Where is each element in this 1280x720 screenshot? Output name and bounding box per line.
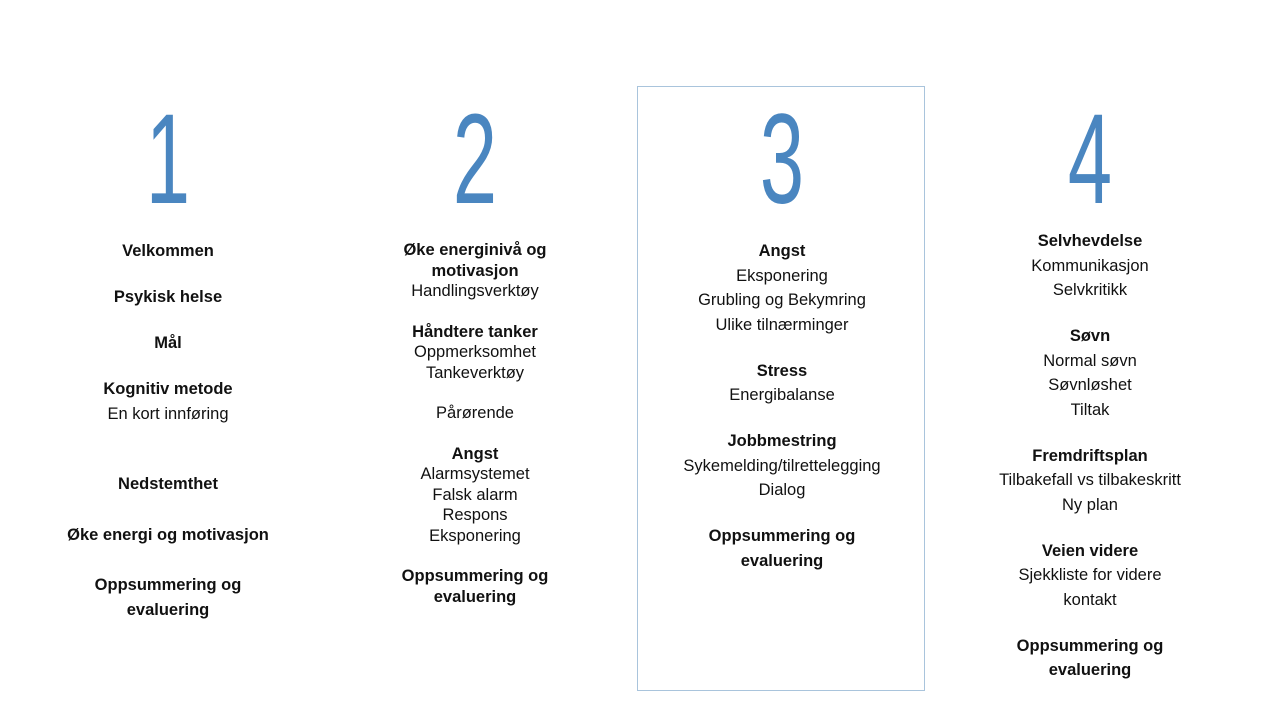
module-2-topics <box>325 240 625 607</box>
topic-group <box>18 377 318 426</box>
topic-group <box>325 240 625 302</box>
topic-group <box>940 634 1240 683</box>
subtopic-item: En kort innføring <box>107 404 229 423</box>
topic-group <box>325 403 625 424</box>
subtopic-item: Sykemelding/tilrettelegging <box>683 456 881 475</box>
topic-group <box>632 429 932 503</box>
topic-title: Oppsummering og <box>708 527 856 545</box>
subtopic-item: Kommunikasjon <box>1031 256 1149 275</box>
topic-title: evaluering <box>740 551 824 570</box>
topic-title: Psykisk helse <box>113 288 223 306</box>
topic-group <box>325 444 625 547</box>
module-4-topics <box>940 229 1240 683</box>
topic-title: Stress <box>756 361 808 380</box>
topic-title: Fremdriftsplan <box>1032 446 1148 465</box>
topic-title: Selvhevdelse <box>1037 232 1143 250</box>
module-number-4: 4 <box>1067 88 1113 231</box>
subtopic-item: Oppmerksomhet <box>414 343 536 361</box>
subtopic-item: kontakt <box>1063 590 1117 609</box>
topic-title: Nedstemthet <box>118 475 218 493</box>
topic-title: Jobbmestring <box>727 432 837 450</box>
subtopic-item: Falsk alarm <box>432 485 518 504</box>
topic-title: Mål <box>154 334 182 352</box>
subtopic-item: Sjekkliste for videre <box>1018 566 1162 584</box>
module-1-topics <box>18 239 318 622</box>
subtopic-item: Dialog <box>758 481 806 499</box>
subtopic-item: Tiltak <box>1070 400 1110 419</box>
topic-title: Kognitiv metode <box>103 380 233 398</box>
topic-title: Oppsummering og <box>1016 636 1164 655</box>
topic-group <box>18 523 318 548</box>
module-number-1: 1 <box>145 88 191 231</box>
topic-group <box>940 229 1240 303</box>
subtopic-item: Ny plan <box>1062 495 1118 514</box>
topic-group <box>18 285 318 310</box>
subtopic-item: Energibalanse <box>729 386 835 404</box>
module-3-topics <box>632 239 932 573</box>
topic-group <box>632 239 932 337</box>
topic-group <box>940 444 1240 518</box>
topic-group <box>18 331 318 356</box>
subtopic-item: Pårørende <box>436 404 514 422</box>
subtopic-item: Alarmsystemet <box>420 465 530 483</box>
subtopic-item: Eksponering <box>736 266 828 285</box>
subtopic-item: Grubling og Bekymring <box>698 291 866 309</box>
subtopic-item: Handlingsverktøy <box>411 282 539 300</box>
topic-title: evaluering <box>126 600 210 619</box>
topic-group <box>325 566 625 607</box>
topic-title: Øke energinivå og <box>403 241 547 259</box>
topic-group <box>940 324 1240 422</box>
topic-title: Angst <box>758 242 806 260</box>
topic-group <box>632 359 932 408</box>
topic-title: Søvn <box>1069 327 1111 345</box>
topic-title: Håndtere tanker <box>412 322 538 341</box>
subtopic-item: Ulike tilnærminger <box>715 315 849 334</box>
topic-title: Velkommen <box>122 242 214 260</box>
topic-title: Oppsummering og <box>401 567 549 585</box>
topic-group <box>325 322 625 384</box>
topic-group <box>18 239 318 264</box>
topic-group <box>632 524 932 573</box>
topic-group <box>18 573 318 622</box>
subtopic-item: Eksponering <box>429 526 521 545</box>
subtopic-item: Søvnløshet <box>1048 376 1132 394</box>
subtopic-item: Selvkritikk <box>1052 281 1128 299</box>
topic-group <box>18 472 318 497</box>
topic-title: evaluering <box>433 587 517 606</box>
topic-title: motivasjon <box>431 261 519 280</box>
topic-title: Oppsummering og <box>94 576 242 594</box>
topic-title: Angst <box>451 444 499 463</box>
topic-title: Veien videre <box>1041 541 1139 560</box>
module-number-2: 2 <box>452 88 498 231</box>
topic-title: evaluering <box>1048 661 1132 679</box>
topic-group <box>940 539 1240 613</box>
subtopic-item: Tilbakefall vs tilbakeskritt <box>999 471 1181 489</box>
subtopic-item: Respons <box>442 506 508 524</box>
subtopic-item: Normal søvn <box>1043 351 1137 370</box>
topic-title: Øke energi og motivasjon <box>67 525 269 544</box>
subtopic-item: Tankeverktøy <box>425 363 525 382</box>
module-number-3: 3 <box>759 88 805 231</box>
